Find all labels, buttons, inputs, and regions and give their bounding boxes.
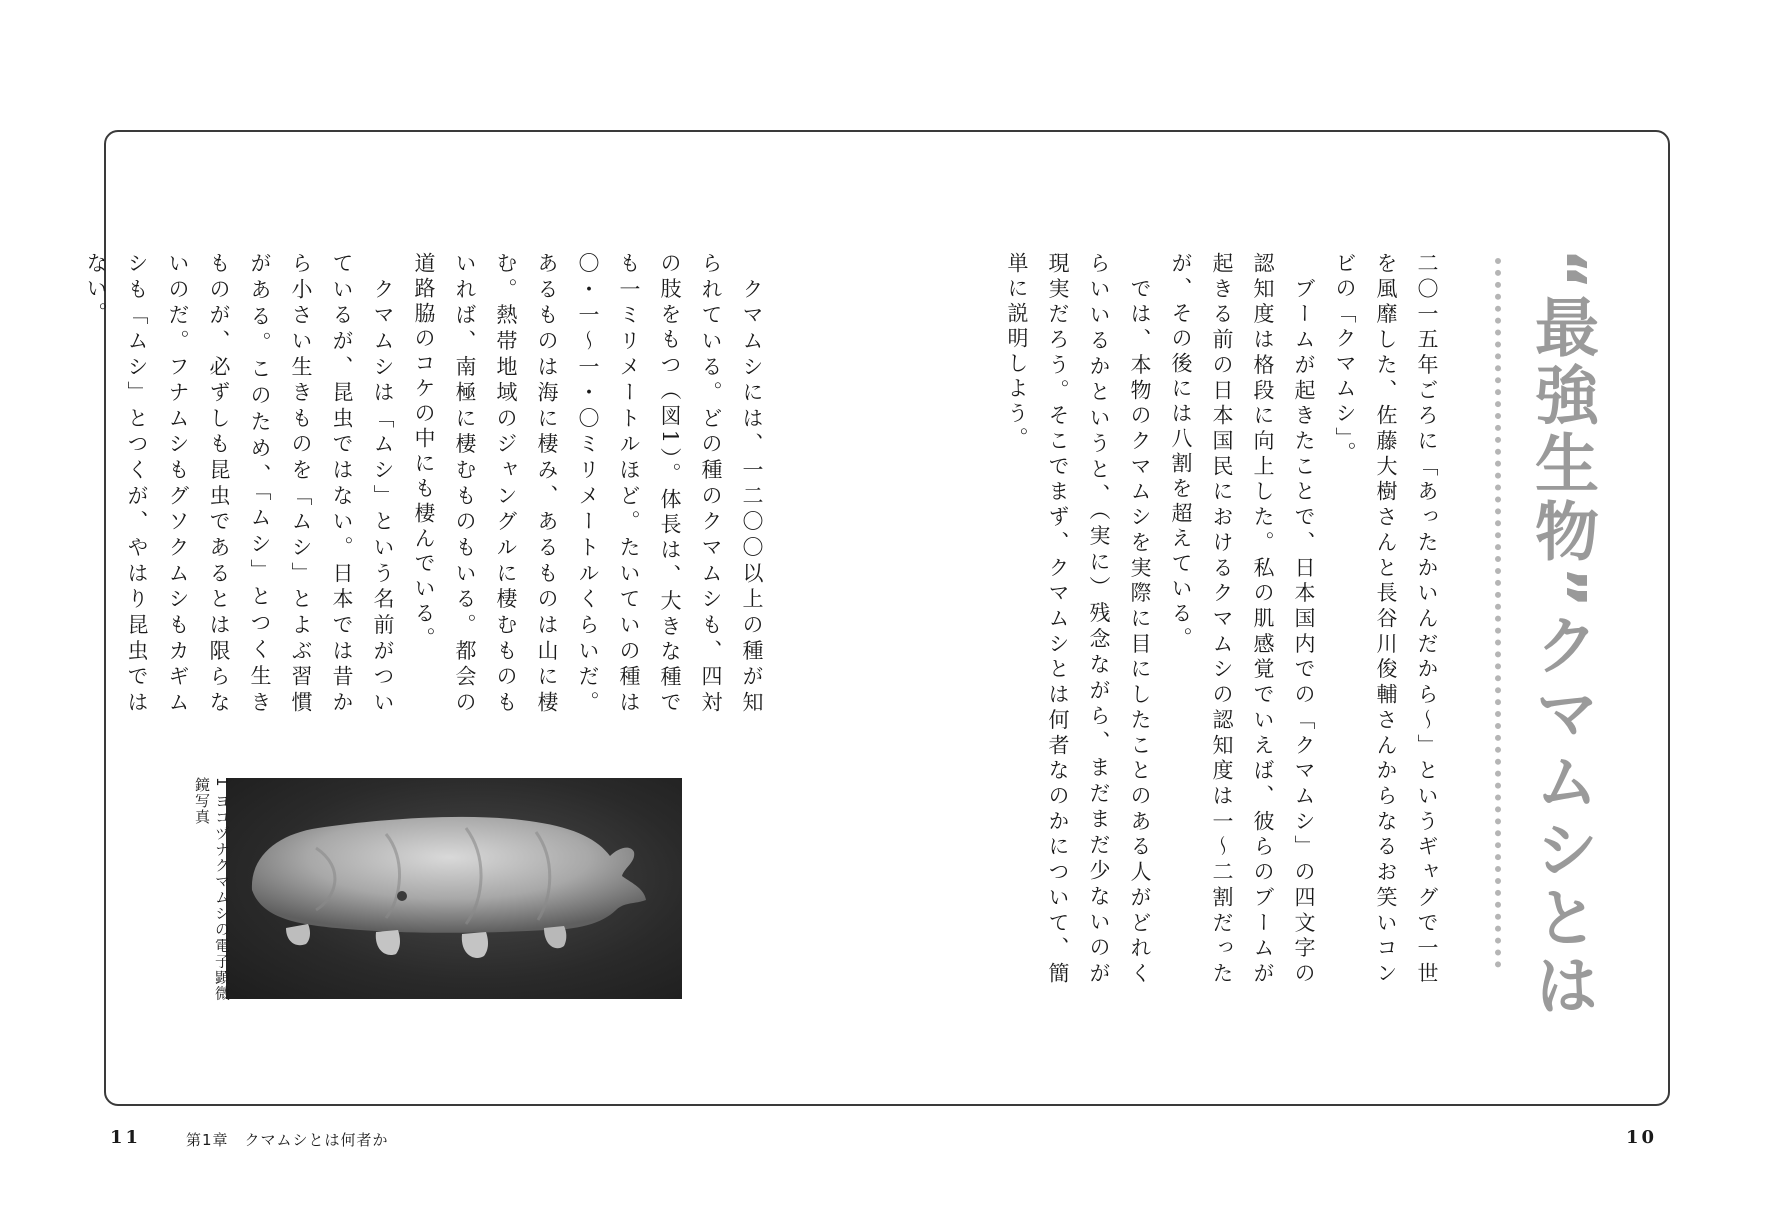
- tardigrade-illustration: [226, 778, 682, 999]
- paragraph: クマムシは「ムシ」という名前がついているが、昆虫ではない。日本では昔から小さい生きものを「ムシ」とよぶ習慣がある。このため、「ムシ」とつく生きものが、必ずしも昆虫であるとは限らないのだ。フナムシもグソクムシもカギムシも「ムシ」とつくが、やはり昆虫ではない。: [84, 252, 395, 716]
- chapter-heading: 第1章 クマムシとは何者か: [186, 1131, 389, 1149]
- left-page-number: 11: [110, 1127, 142, 1148]
- right-page-number: 10: [1626, 1127, 1658, 1148]
- figure-caption: 1 ヨコヅナクマムシの電子顕微鏡写真: [193, 777, 231, 1002]
- paragraph: 二〇一五年ごろに「あったかいんだから～」というギャグで一世を風靡した、佐藤大樹さんと長谷川俊輔さんからなるお笑いコンビの「クマムシ」。: [1333, 252, 1439, 987]
- section-title: “最強生物”クマムシとは: [1524, 248, 1598, 1021]
- paragraph: クマムシには、一二〇〇以上の種が知られている。どの種のクマムシも、四対の肢をもつ（図1）。体長は、大きな種でも一ミリメートルほど。たいていの種は〇・一～一・〇ミリメートルくらいだ。あるものは海に棲み、あるものは山に棲む。熱帯地域のジャングルに棲むものもいれば、南極に棲むものもいる。都会の道路脇のコケの中にも棲んでいる。: [412, 252, 764, 716]
- paragraph: では、本物のクマムシを実際に目にしたことのある人がどれくらいいるかというと、（実に）残念ながら、まだまだ少ないのが現実だろう。そこでまず、クマムシとは何者なのかについて、簡単に説明しよう。: [1005, 252, 1152, 987]
- dotted-divider: [1495, 258, 1501, 968]
- left-page-body: [75, 252, 772, 716]
- paragraph: ブームが起きたことで、日本国内での「クマムシ」の四文字の認知度は格段に向上した。私の肌感覚でいえば、彼らのブームが起きる前の日本国民におけるクマムシの認知度は一～二割だったが、その後には八割を超えている。: [1169, 252, 1316, 987]
- tardigrade-photo: [226, 778, 682, 999]
- right-page-body: [996, 252, 1447, 987]
